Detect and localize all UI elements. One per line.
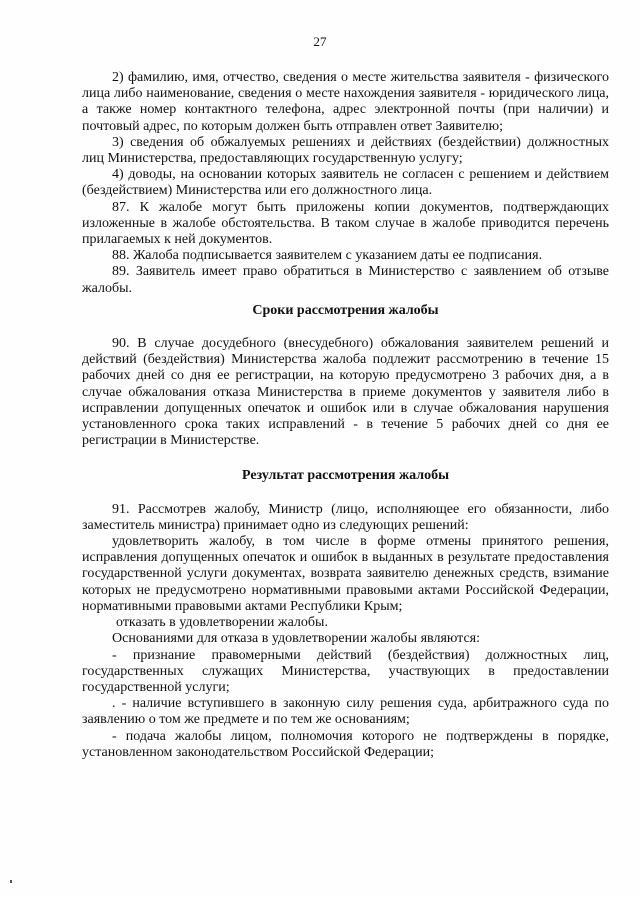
review-result-section <box>82 502 609 761</box>
paragraph-89: 89. Заявитель имеет право обратиться в Министерство с заявлением об отзыве жалобы. <box>82 264 609 296</box>
paragraph-arguments: 4) доводы, на основании которых заявитель не согласен с решением и действием (бездействием) Министерства или его должностного лица. <box>82 167 609 199</box>
list-item-lawful-actions: - признание правомерными действий (бездействия) должностных лиц, государственных служащих Министерства, участвующих в предоставлении государственной услуги; <box>82 647 609 695</box>
section-heading-review-terms: Сроки рассмотрения жалобы <box>252 302 439 318</box>
page-number: 27 <box>313 34 327 49</box>
section-heading-review-result: Результат рассмотрения жалобы <box>241 468 450 484</box>
list-item-unconfirmed-authority: - подача жалобы лицом, полномочия которого не подтверждены в порядке, установленном законодательством Российской Федерации; <box>82 728 609 760</box>
document-body <box>82 70 609 761</box>
paragraph-appealed-decisions: 3) сведения об обжалуемых решениях и действиях (бездействии) должностных лиц Министерства, предоставляющих государственную услугу; <box>82 134 609 167</box>
paragraph-90: 90. В случае досудебного (внесудебного) обжалования заявителем решений и действий (бездействия) Министерства жалоба подлежит рассмотрению в течение 15 рабочих дней со дня ее регистрации, на которую предусмотрено 3 рабочих дня, а в случае обжалования отказа Министерства в приеме документов у заявителя либо в исправлении допущенных опечаток и ошибок или в случае обжалования нарушения установленного срока таких исправлений - в течение 5 рабочих дней со дня ее регистрации в Министерстве. <box>82 336 609 449</box>
review-terms-section <box>82 336 609 449</box>
paragraph-refusal-grounds: Основаниями для отказа в удовлетворении жалобы являются: <box>112 631 480 647</box>
paragraph-91: 91. Рассмотрев жалобу, Министр (лицо, исполняющее его обязанности, либо заместитель министра) принимает одно из следующих решений: <box>82 501 609 533</box>
paragraph-applicant-details: 2) фамилию, имя, отчество, сведения о месте жительства заявителя - физического лица либо наименование, сведения о месте нахождения заявителя - юридического лица, а также номер контактного телефона, адрес электронной почты (при наличии) и почтовый адрес, по которым должен быть отправлен ответ Заявителю; <box>82 70 609 134</box>
paragraph-satisfy-complaint: удовлетворить жалобу, в том числе в форме отмены принятого решения, исправления допущенных опечаток и ошибок в выданных в результате предоставления государственной услуги документах, возврата заявителю денежных средств, взимание которых не предусмотрено нормативными правовыми актами Российской Федерации, нормативными правовыми актами Республики Крым; <box>82 534 609 614</box>
paragraph-88: 88. Жалоба подписывается заявителем с указанием даты ее подписания. <box>112 248 543 264</box>
paragraph-refuse-complaint: отказать в удовлетворении жалобы. <box>116 615 328 631</box>
list-item-court-decision: . - наличие вступившего в законную силу решения суда, арбитражного суда по заявлению о том же предмете и по тем же основаниям; <box>82 696 609 728</box>
paragraph-87: 87. К жалобе могут быть приложены копии документов, подтверждающих изложенные в жалобе обстоятельства. В таком случае в жалобе приводится перечень прилагаемых к ней документов. <box>82 199 609 248</box>
complaint-contents-section <box>82 70 609 297</box>
scan-artifact-mark <box>10 880 12 883</box>
